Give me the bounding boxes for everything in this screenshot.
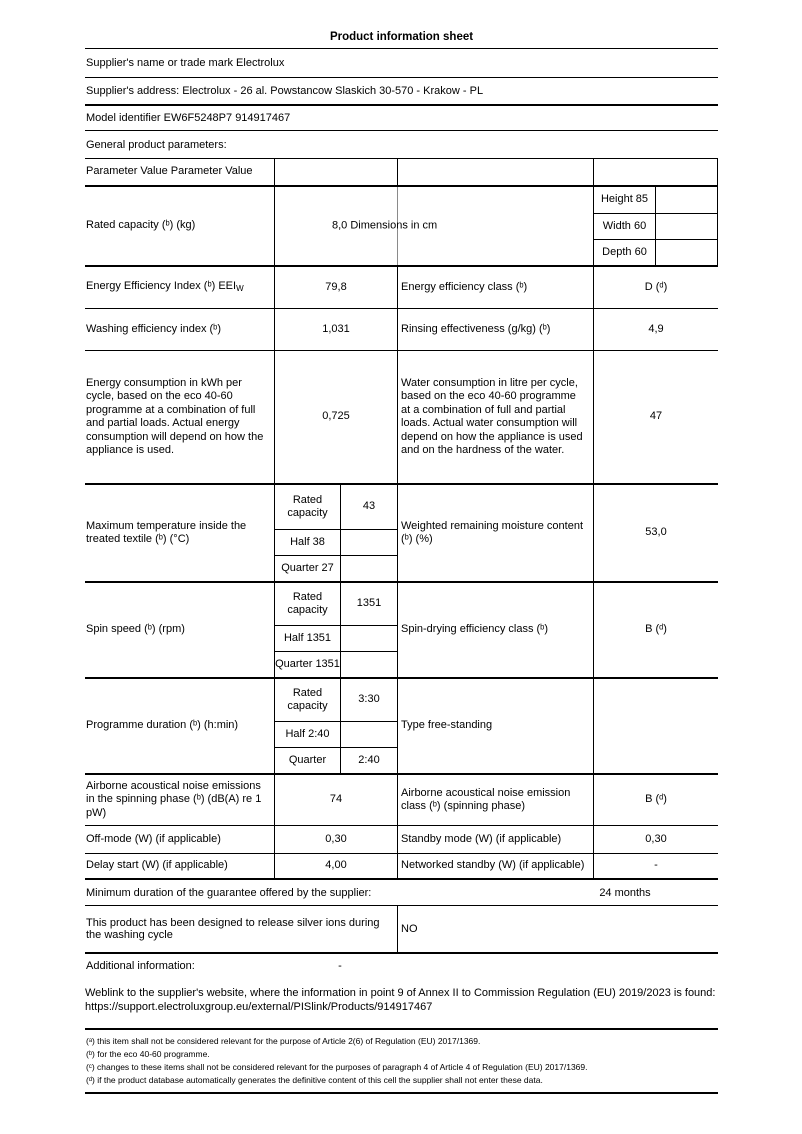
additional-information-value: - [338,960,342,972]
max-temperature-subtable [274,485,397,581]
silver-ions-label: This product has been designed to release silver ions during the washing cycle [86,917,380,941]
washing-efficiency-value: 1,031 [274,309,397,350]
networked-standby-value: - [593,854,718,878]
spin-rated-label: Rated capacity [287,590,328,616]
spin-speed-row [85,581,718,677]
water-consumption-value: 47 [593,351,718,483]
eei-label: Energy Efficiency Index (ᵇ) $EEI_W$ [86,279,244,293]
rinsing-effectiveness-value: 4,9 [593,309,718,350]
moisture-content-value: 53,0 [593,485,718,581]
footnote-a: (ᵃ) this item shall not be considered relevant for the purpose of Article 2(6) of Regulation (EU) 2017/1369. [86,1036,481,1046]
supplier-address-row [85,77,718,104]
max-temperature-row [85,483,718,581]
maxtemp-half: Half 38 [290,535,325,548]
silver-ions-value: NO [397,906,718,952]
off-mode-value: 0,30 [274,826,397,853]
spin-speed-label: Spin speed (ᵇ) (rpm) [86,623,185,636]
energy-class-label: Energy efficiency class (ᵇ) [397,267,593,308]
standby-mode-label: Standby mode (W) (if applicable) [397,826,593,853]
duration-rated-value: 3:30 [340,679,397,721]
dimension-height-row [594,187,717,213]
noise-class-label: Airborne acoustical noise emission class (ᵇ) (spinning phase) [397,775,593,825]
spin-rated-value: 1351 [340,583,397,625]
energy-consumption-value: 0,725 [274,351,397,483]
duration-rated-label: Rated capacity [287,686,328,712]
rated-capacity-value-text: 8,0 Dimensions in cm [332,219,438,232]
additional-information-label: Additional information: [86,960,195,972]
footnotes [85,1028,718,1094]
guarantee-value: 24 months [599,886,651,899]
spin-quarter: Quarter 1351 [275,657,340,670]
noise-emissions-value: 74 [274,775,397,825]
dimension-depth: Depth 60 [602,245,647,258]
eei-value: 79,8 [274,267,397,308]
rinsing-effectiveness-label: Rinsing effectiveness (g/kg) (ᵇ) [397,309,593,350]
washing-efficiency-row [85,308,718,350]
rated-capacity-row [85,185,718,265]
energy-consumption-row [85,350,718,483]
maxtemp-rated-label: Rated capacity [287,493,328,519]
moisture-content-label: Weighted remaining moisture content (ᵇ) (%) [397,485,593,581]
rated-capacity-label: Rated capacity (ᵇ) (kg) [86,219,196,232]
maxtemp-rated-value: 43 [340,485,397,529]
model-identifier-text: Model identifier EW6F5248P7 914917467 [86,112,291,124]
supplier-address-text: Supplier's address: Electrolux - 26 al. Powstancow Slaskich 30-570 - Krakow - PL [86,85,484,97]
noise-class-value: B (ᵈ) [593,775,718,825]
noise-row [85,773,718,825]
dimensions-subtable [593,187,718,265]
washing-efficiency-label: Washing efficiency index (ᵇ) [86,322,221,335]
sheet-content [85,0,718,1094]
dimension-width: Width 60 [602,219,647,232]
table-header-row [85,158,718,185]
spin-drying-class-label: Spin-drying efficiency class (ᵇ) [397,583,593,677]
footnote-c: (ᶜ) changes to these items shall not be considered relevant for the purposes of paragraph 4 of Article 4 of Regulation (EU) 2017/1369. [86,1061,588,1072]
max-temperature-label: Maximum temperature inside the treated textile (ᵇ) (°C) [86,519,247,545]
model-identifier-row [85,104,718,131]
additional-information-row [85,952,718,978]
delay-start-row [85,853,718,878]
dimension-depth-row [594,239,717,265]
spin-half: Half 1351 [283,631,332,644]
weblink-text: Weblink to the supplier's website, where the information in point 9 of Annex II to Commission Regulation (EU) 2019/2023 is found: https://support.electroluxgroup.eu/external/PISlink/Products/914917467 [85,987,716,1013]
guarantee-label: Minimum duration of the guarantee offered by the supplier: [86,886,372,899]
parameter-table [85,158,718,978]
maxtemp-quarter: Quarter 27 [281,561,334,574]
general-parameters-heading: General product parameters: [86,138,227,151]
dimension-width-row [594,213,717,239]
type-label: Type free-standing [397,679,593,773]
standby-mode-value: 0,30 [593,826,718,853]
off-mode-label: Off-mode (W) (if applicable) [86,832,221,845]
supplier-name-text: Supplier's name or trade mark Electrolux [86,57,285,69]
energy-class-value: D (ᵈ) [593,267,718,308]
eei-row [85,265,718,308]
off-mode-row [85,825,718,853]
silver-ions-row [85,905,718,952]
duration-quarter-value: 2:40 [340,748,397,773]
guarantee-row [85,878,718,905]
footnote-b: (ᵇ) for the eco 40-60 programme. [86,1048,210,1059]
spin-speed-subtable [274,583,397,677]
duration-half: Half 2:40 [285,727,330,740]
page-title: Product information sheet [329,31,474,43]
delay-start-value: 4,00 [274,854,397,878]
networked-standby-label: Networked standby (W) (if applicable) [397,854,593,878]
noise-emissions-label: Airborne acoustical noise emissions in the spinning phase (ᵇ) (dB(A) re 1 pW) [86,779,262,819]
spin-drying-class-value: B (ᵈ) [593,583,718,677]
dimension-height: Height 85 [600,193,649,206]
programme-duration-row [85,677,718,773]
delay-start-label: Delay start (W) (if applicable) [86,859,228,872]
energy-consumption-label: Energy consumption in kWh per cycle, based on the eco 40-60 programme at a combination of full and partial loads. Actual energy consumption will depend on how the appliance is used. [86,376,264,456]
table-header-label: Parameter Value Parameter Value [86,165,253,178]
water-consumption-label: Water consumption in litre per cycle, based on the eco 40-60 programme at a combination of full and partial loads. Actual water consumption will depend on how the appliance is used and on the hardness of the water. [397,351,593,483]
programme-duration-label: Programme duration (ᵇ) (h:min) [86,719,239,732]
duration-quarter-label: Quarter [288,753,327,766]
supplier-name-row [85,48,718,77]
rated-capacity-value-and-dimensions [274,187,593,265]
programme-duration-subtable [274,679,397,773]
footnote-d: (ᵈ) if the product database automatically generates the definitive content of this cell the supplier shall not enter these data. [86,1074,543,1085]
